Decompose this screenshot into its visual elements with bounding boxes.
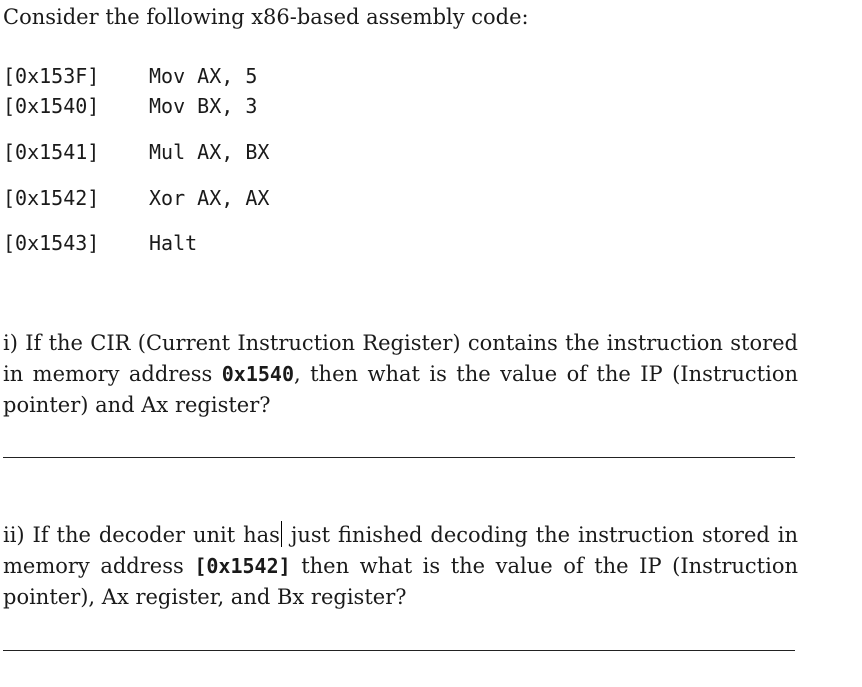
code-instruction: Halt <box>149 231 198 255</box>
question-2 <box>3 520 798 613</box>
question-1-suffix: , then what is the value of the IP (Instruction pointer) and Ax register? <box>3 362 798 417</box>
code-line <box>3 62 257 90</box>
code-address: [0x1540] <box>3 94 100 118</box>
answer-line-2[interactable] <box>3 650 795 651</box>
code-line <box>3 184 269 212</box>
question-2-suffix: then what is the value of the IP (Instruction pointer), Ax register, and Bx register? <box>3 554 799 609</box>
code-line <box>3 229 197 257</box>
code-address: [0x1543] <box>3 231 100 255</box>
question-1-prefix: i) If the CIR (Current Instruction Register) contains the instruction stored in memory address <box>3 331 798 386</box>
text-cursor <box>281 521 282 547</box>
code-address: [0x1541] <box>3 140 100 164</box>
question-1-code: 0x1540 <box>221 362 295 386</box>
code-instruction: Mul AX, BX <box>149 140 270 164</box>
answer-line-1[interactable] <box>3 457 795 458</box>
question-2-prefix-a: ii) If the decoder unit has <box>3 523 280 547</box>
code-address: [0x1542] <box>3 186 100 210</box>
question-2-prefix-b: just finished decoding the instruction stored in memory address <box>3 523 798 578</box>
code-line <box>3 92 257 120</box>
code-instruction: Xor AX, AX <box>149 186 270 210</box>
question-1 <box>3 328 798 421</box>
code-address: [0x153F] <box>3 64 100 88</box>
code-instruction: Mov BX, 3 <box>149 94 258 118</box>
code-line <box>3 138 269 166</box>
code-instruction: Mov AX, 5 <box>149 64 258 88</box>
question-2-code: [0x1542] <box>194 554 291 578</box>
intro-text: Consider the following x86-based assembly code: <box>3 5 529 29</box>
